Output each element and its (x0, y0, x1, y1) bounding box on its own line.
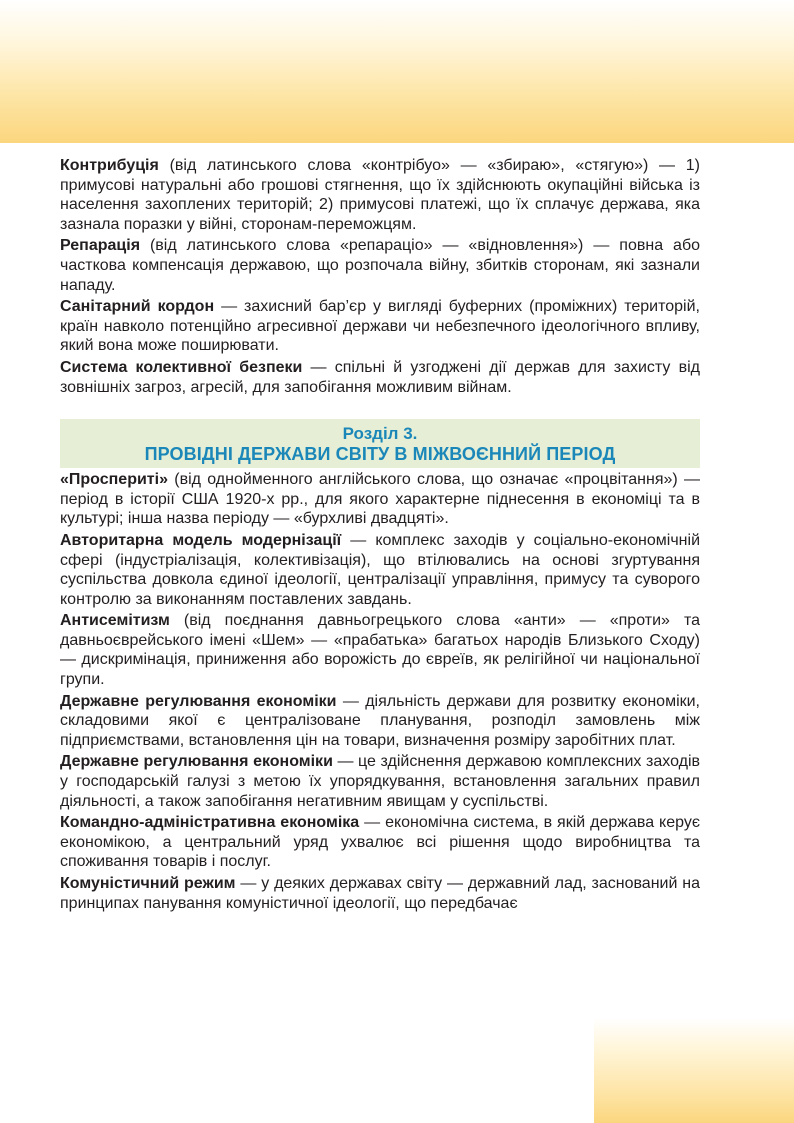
section-number: Розділ 3. (342, 424, 418, 444)
glossary-entry-state-regulation-2 (60, 752, 700, 811)
glossary-definition: — це здійснення державою комплексних заходів у господарській галузі з метою їх упорядкування, встановлення загальних правил діяльності, а також запобігання негативним явищам у суспільстві. (60, 753, 701, 810)
glossary-page (60, 156, 700, 915)
glossary-term: Командно-адміністративна економіка (60, 814, 360, 832)
glossary-entry-command-economy (60, 813, 700, 872)
glossary-entry-authoritarian-modernization (60, 531, 700, 609)
glossary-definition: (від поєднання давньогрецького слова «анти» — «проти» та давньоєврейського імені «Шем» — «прабатька» багатьох народів Близького Сходу) — дискримінація, приниження або ворожість до євреїв, як релігійної чи національної групи. (60, 612, 700, 689)
glossary-term: Репарація (60, 237, 141, 255)
glossary-definition: — комплекс заходів у соціально-економічній сфері (індустріалізація, колективізація), що втілювались на основі згуртування суспільства довкола єдиної ідеології, централізації управління, примусу та суворого контролю за виконанням поставлених завдань. (60, 531, 701, 608)
glossary-entry-communist-regime (60, 874, 700, 913)
glossary-definition: — економічна система, в якій держава керує економікою, а центральний уряд ухвалює всі рішення щодо виробництва та споживання товарів і послуг. (60, 814, 700, 871)
glossary-term: Державне регулювання економіки (60, 753, 333, 771)
glossary-definition: — діяльність держави для розвитку економіки, складовими якої є централізоване планування, розподіл замовлень між підприємствами, встановлення цін на товари, визначення розміру заробітних плат. (60, 692, 700, 749)
glossary-entry-antisemitism (60, 611, 700, 689)
glossary-definition: — захисний бар’єр у вигляді буферних (проміжних) територій, країн навколо потенційно агресивної держави чи небезпечного ідеологічного впливу, який вона може поширювати. (60, 298, 700, 355)
glossary-term: Контрибуція (60, 157, 159, 174)
glossary-list-section (60, 470, 700, 913)
corner-decorative-band (594, 1018, 794, 1123)
glossary-list-top (60, 156, 700, 397)
glossary-definition: (від латинського слова «репараціо» — «відновлення») — повна або часткова компенсація державою, що розпочала війну, збитків сторонам, які зазнали нападу. (60, 237, 700, 294)
section-title: ПРОВІДНІ ДЕРЖАВИ СВІТУ В МІЖВОЄННИЙ ПЕРІОД (144, 444, 616, 465)
glossary-term: Державне регулювання економіки (60, 692, 337, 710)
glossary-entry-reparation (60, 236, 700, 295)
glossary-definition: (від латинського слова «контрібуо» — «збираю», «стягую») — 1) примусові натуральні або грошові стягнення, що їх здійснюють окупаційні війська із населення захоплених територій; 2) примусові платежі, що їх сплачує держава, яка зазнала поразки у війні, сторонам-переможцям. (60, 157, 700, 233)
glossary-term: Система колективної безпеки (60, 358, 303, 376)
section-header (60, 419, 700, 468)
section-spacer (60, 399, 700, 415)
glossary-entry-prosperity (60, 470, 700, 529)
top-decorative-band (0, 0, 794, 143)
glossary-definition: — спільні й узгоджені дії держав для захисту від зовнішніх загроз, агресій, для запобігання можливим війнам. (60, 358, 700, 396)
glossary-term: Санітарний кордон (60, 298, 215, 316)
glossary-term: Антисемітизм (60, 612, 170, 630)
glossary-term: Авторитарна модель модернізації (60, 531, 342, 549)
glossary-definition: (від однойменного англійського слова, що означає «процвітання») — період в історії США 1920-х рр., для якого характерне піднесення в економіці та в культурі; інша назва періоду — «бурхливі двадцяті». (60, 471, 700, 528)
glossary-entry-collective-security (60, 358, 700, 397)
glossary-definition: — у деяких державах світу — державний лад, заснований на принципах панування комуністичної ідеології, що передбачає (60, 875, 701, 912)
glossary-entry-state-regulation-1 (60, 692, 700, 751)
glossary-entry-sanitary-cordon (60, 297, 700, 356)
glossary-entry-contribution (60, 156, 700, 234)
glossary-term: «Проспериті» (60, 471, 168, 489)
glossary-term: Комуністичний режим (60, 875, 236, 892)
